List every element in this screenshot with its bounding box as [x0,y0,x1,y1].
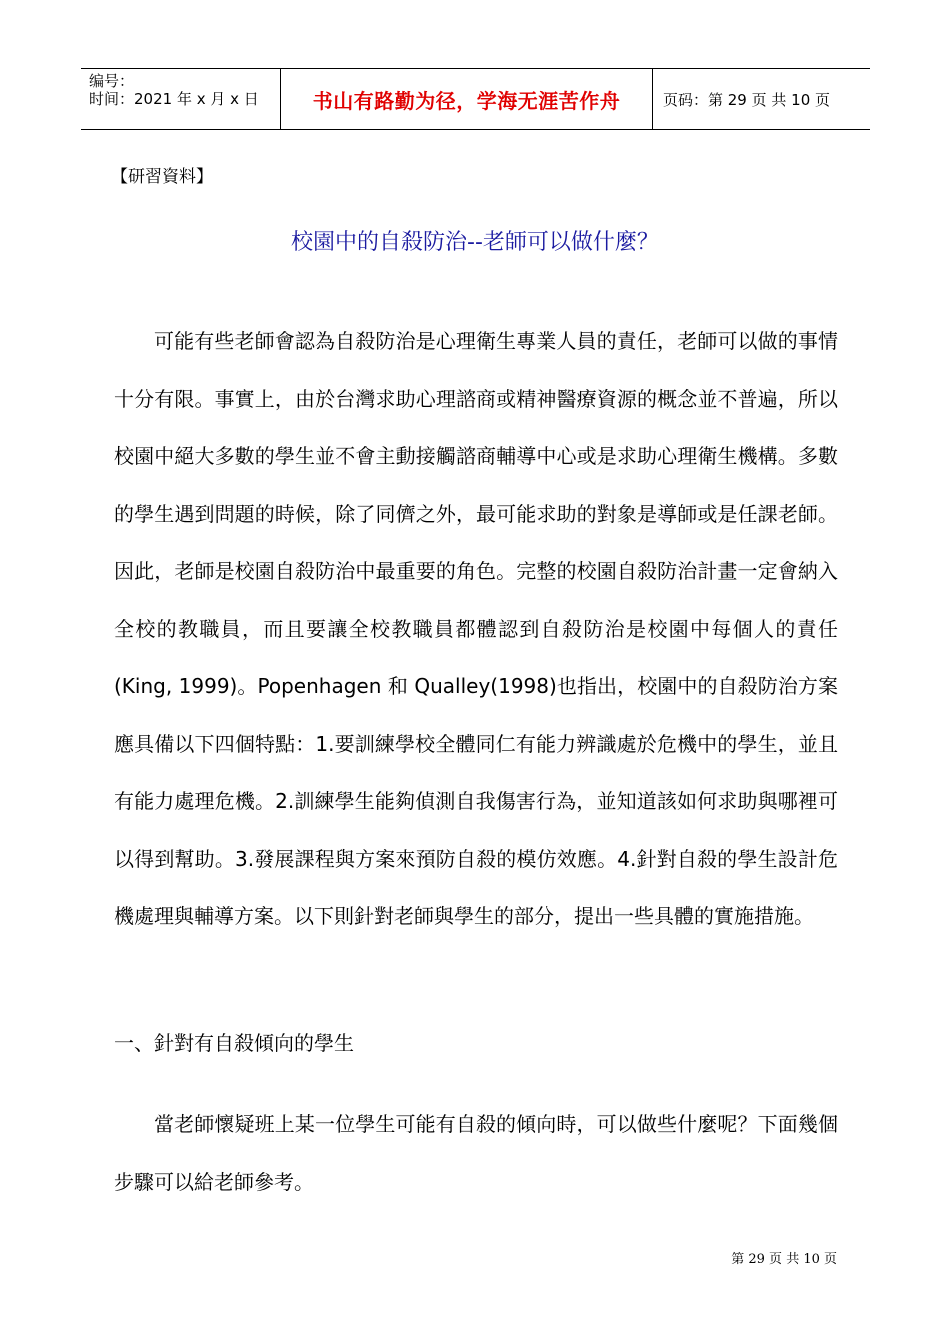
header-meta [81,69,281,129]
document-tag: 【研習資料】 [111,167,213,187]
header-page-number: 页码：第 29 页 共 10 页 [663,90,831,109]
section-heading: 一、針對有自殺傾向的學生 [114,1031,354,1055]
header-motto: 书山有路勤为径，学海无涯苦作舟 [281,69,653,129]
document-title: 校園中的自殺防治--老師可以做什麼？ [291,230,659,255]
page-header [81,68,870,130]
paragraph-section1: 當老師懷疑班上某一位學生可能有自殺的傾向時，可以做些什麼呢？下面幾個步驟可以給老師參考。 [114,1112,838,1194]
paragraph-intro: 可能有些老師會認為自殺防治是心理衛生專業人員的責任，老師可以做的事情十分有限。事實上，由於台灣求助心理諮商或精神醫療資源的概念並不普遍，所以校園中絕大多數的學生並不會主動接觸諮商輔導中心或是求助心理衛生機構。多數的學生遇到問題的時候，除了同儕之外，最可能求助的對象是導師或是任課老師。因此，老師是校園自殺防治中最重要的角色。完整的校園自殺防治計畫一定會納入全校的教職員，而且要讓全校教職員都體認到自殺防治是校園中每個人的責任(King, 1999)。Popenhagen 和 Qualley(1998)也指出，校園中的自殺防治方案應具備以下四個特點：1.要訓練學校全體同仁有能力辨識處於危機中的學生，並且有能力處理危機。2.訓練學生能夠偵測自我傷害行為，並知道該如何求助與哪裡可以得到幫助。3.發展課程與方案來預防自殺的模仿效應。4.針對自殺的學生設計危機處理與輔導方案。以下則針對老師與學生的部分，提出一些具體的實施措施。 [114,329,838,928]
document-number-label: 编号： [89,72,135,90]
document-date-label: 时间：2021 年 x 月 x 日 [89,90,259,108]
page-footer: 第 29 页 共 10 页 [731,1252,837,1267]
